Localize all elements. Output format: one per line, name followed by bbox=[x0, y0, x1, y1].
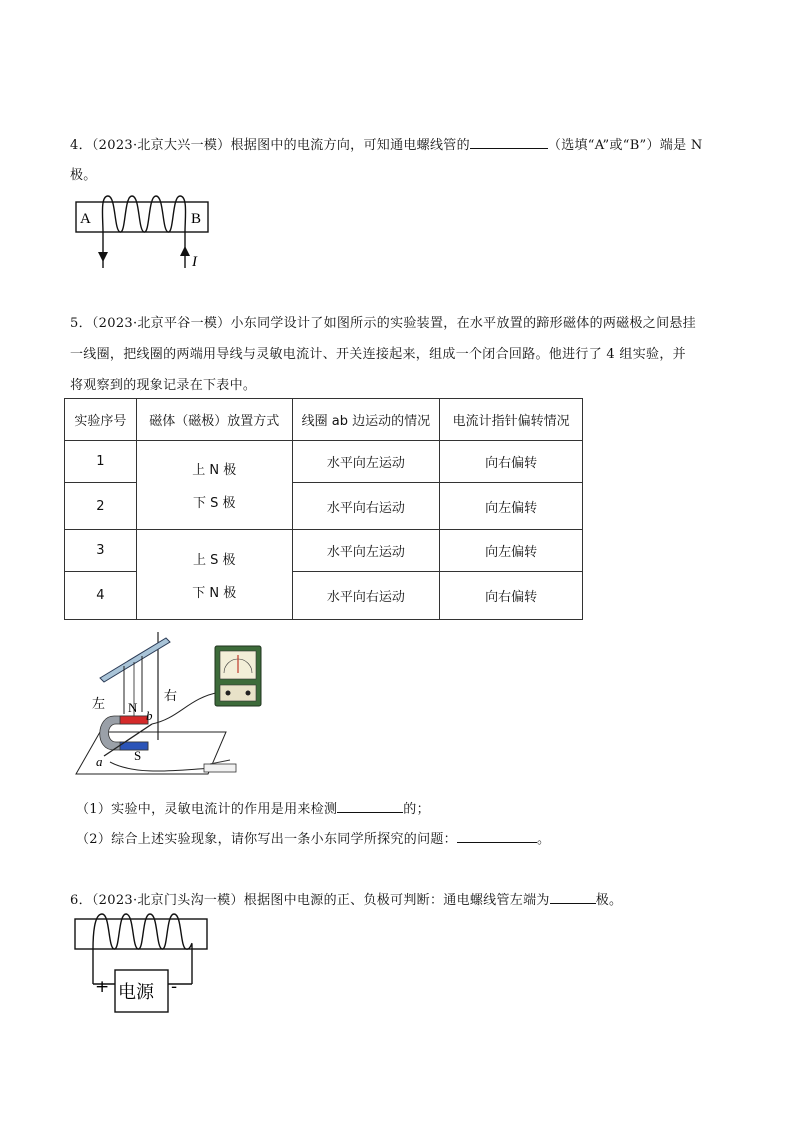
galvanometer-icon bbox=[214, 645, 264, 709]
q4-solenoid-figure bbox=[70, 190, 220, 272]
table-cell-deflection: 向右偏转 bbox=[440, 441, 583, 483]
table-header-row bbox=[65, 399, 583, 441]
q5-text-line2: 一线圈，把线圈的两端用导线与灵敏电流计、开关连接起来，组成一个闭合回路。他进行了 4 组实验，并 bbox=[70, 347, 686, 362]
q4-text-line1 bbox=[70, 134, 703, 153]
q5-sub2 bbox=[76, 828, 550, 847]
table-cell-deflection: 向左偏转 bbox=[440, 530, 583, 572]
q5-text-line3: 将观察到的现象记录在下表中。 bbox=[70, 378, 257, 393]
q5-text-line1: 5．（2023·北京平谷一模）小东同学设计了如图所示的实验装置，在水平放置的蹄形磁体的两磁极之间悬挂 bbox=[70, 316, 696, 331]
q4-answer-blank[interactable] bbox=[470, 136, 548, 149]
q4-label-a: A bbox=[80, 211, 91, 227]
q4-label-i: I bbox=[192, 254, 197, 270]
label-s: S bbox=[134, 748, 142, 763]
q5-sub1-blank[interactable] bbox=[337, 800, 403, 813]
table-cell-deflection: 向右偏转 bbox=[440, 572, 583, 620]
table-cell-num: 4 bbox=[65, 572, 137, 620]
table-cell-motion: 水平向左运动 bbox=[292, 441, 440, 483]
q5-sub1-post: 的； bbox=[403, 802, 430, 817]
label-left: 左 bbox=[92, 697, 106, 712]
q4-text-pre: 4．（2023·北京大兴一模）根据图中的电流方向，可知通电螺线管的 bbox=[70, 138, 470, 153]
q4-text-post: （选填“A”或“B”）端是 N bbox=[547, 138, 703, 153]
placement-bottom: 下 S 极 bbox=[192, 496, 236, 511]
table-cell-num: 1 bbox=[65, 441, 137, 483]
switch bbox=[204, 764, 236, 772]
q6-text-post: 极。 bbox=[595, 893, 623, 908]
table-cell-motion: 水平向右运动 bbox=[292, 572, 440, 620]
table-cell-num: 2 bbox=[65, 483, 137, 530]
table-header-cell: 电流计指针偏转情况 bbox=[440, 399, 583, 441]
q5-sub2-post: 。 bbox=[536, 832, 551, 847]
q6-text-pre: 6．（2023·北京门头沟一模）根据图中电源的正、负极可判断：通电螺线管左端为 bbox=[70, 893, 550, 908]
magnet-north-pole bbox=[120, 716, 148, 724]
q4-current-arrow-up bbox=[180, 246, 190, 256]
table-cell-placement bbox=[136, 441, 292, 530]
q6-text-line1 bbox=[70, 889, 622, 908]
table-cell-num: 3 bbox=[65, 530, 137, 572]
label-a: a bbox=[96, 754, 103, 769]
q6-plus-sign: + bbox=[95, 977, 110, 997]
table-cell-motion: 水平向左运动 bbox=[292, 530, 440, 572]
q4-text-line2: 极。 bbox=[70, 168, 97, 183]
q5-sub1 bbox=[76, 798, 430, 817]
table-row bbox=[65, 530, 583, 572]
q6-source-label: 电源 bbox=[118, 982, 154, 1003]
q6-minus-sign: - bbox=[171, 977, 178, 997]
label-right: 右 bbox=[164, 689, 178, 704]
table-cell-motion: 水平向右运动 bbox=[292, 483, 440, 530]
q5-sub2-pre: （2）综合上述实验现象，请你写出一条小东同学所探究的问题： bbox=[76, 832, 457, 847]
label-n: N bbox=[128, 700, 138, 715]
label-b: b bbox=[146, 708, 153, 723]
placement-top: 上 N 极 bbox=[192, 463, 237, 478]
q6-answer-blank[interactable] bbox=[550, 891, 596, 904]
table-cell-deflection: 向左偏转 bbox=[440, 483, 583, 530]
q4-label-b: B bbox=[191, 211, 202, 227]
table-row bbox=[65, 441, 583, 483]
support-rod bbox=[100, 638, 170, 682]
q5-sub2-blank[interactable] bbox=[457, 830, 537, 843]
placement-top: 上 S 极 bbox=[192, 552, 236, 568]
placement-bottom: 下 N 极 bbox=[192, 585, 237, 601]
q6-solenoid-figure bbox=[70, 912, 215, 1020]
table-header-cell: 实验序号 bbox=[65, 399, 137, 441]
q5-experiment-table bbox=[64, 398, 583, 620]
table-cell-placement bbox=[136, 530, 292, 620]
table-header-cell: 磁体（磁极）放置方式 bbox=[136, 399, 292, 441]
table-header-cell: 线圈 ab 边运动的情况 bbox=[292, 399, 440, 441]
q5-sub1-pre: （1）实验中，灵敏电流计的作用是用来检测 bbox=[76, 802, 338, 817]
